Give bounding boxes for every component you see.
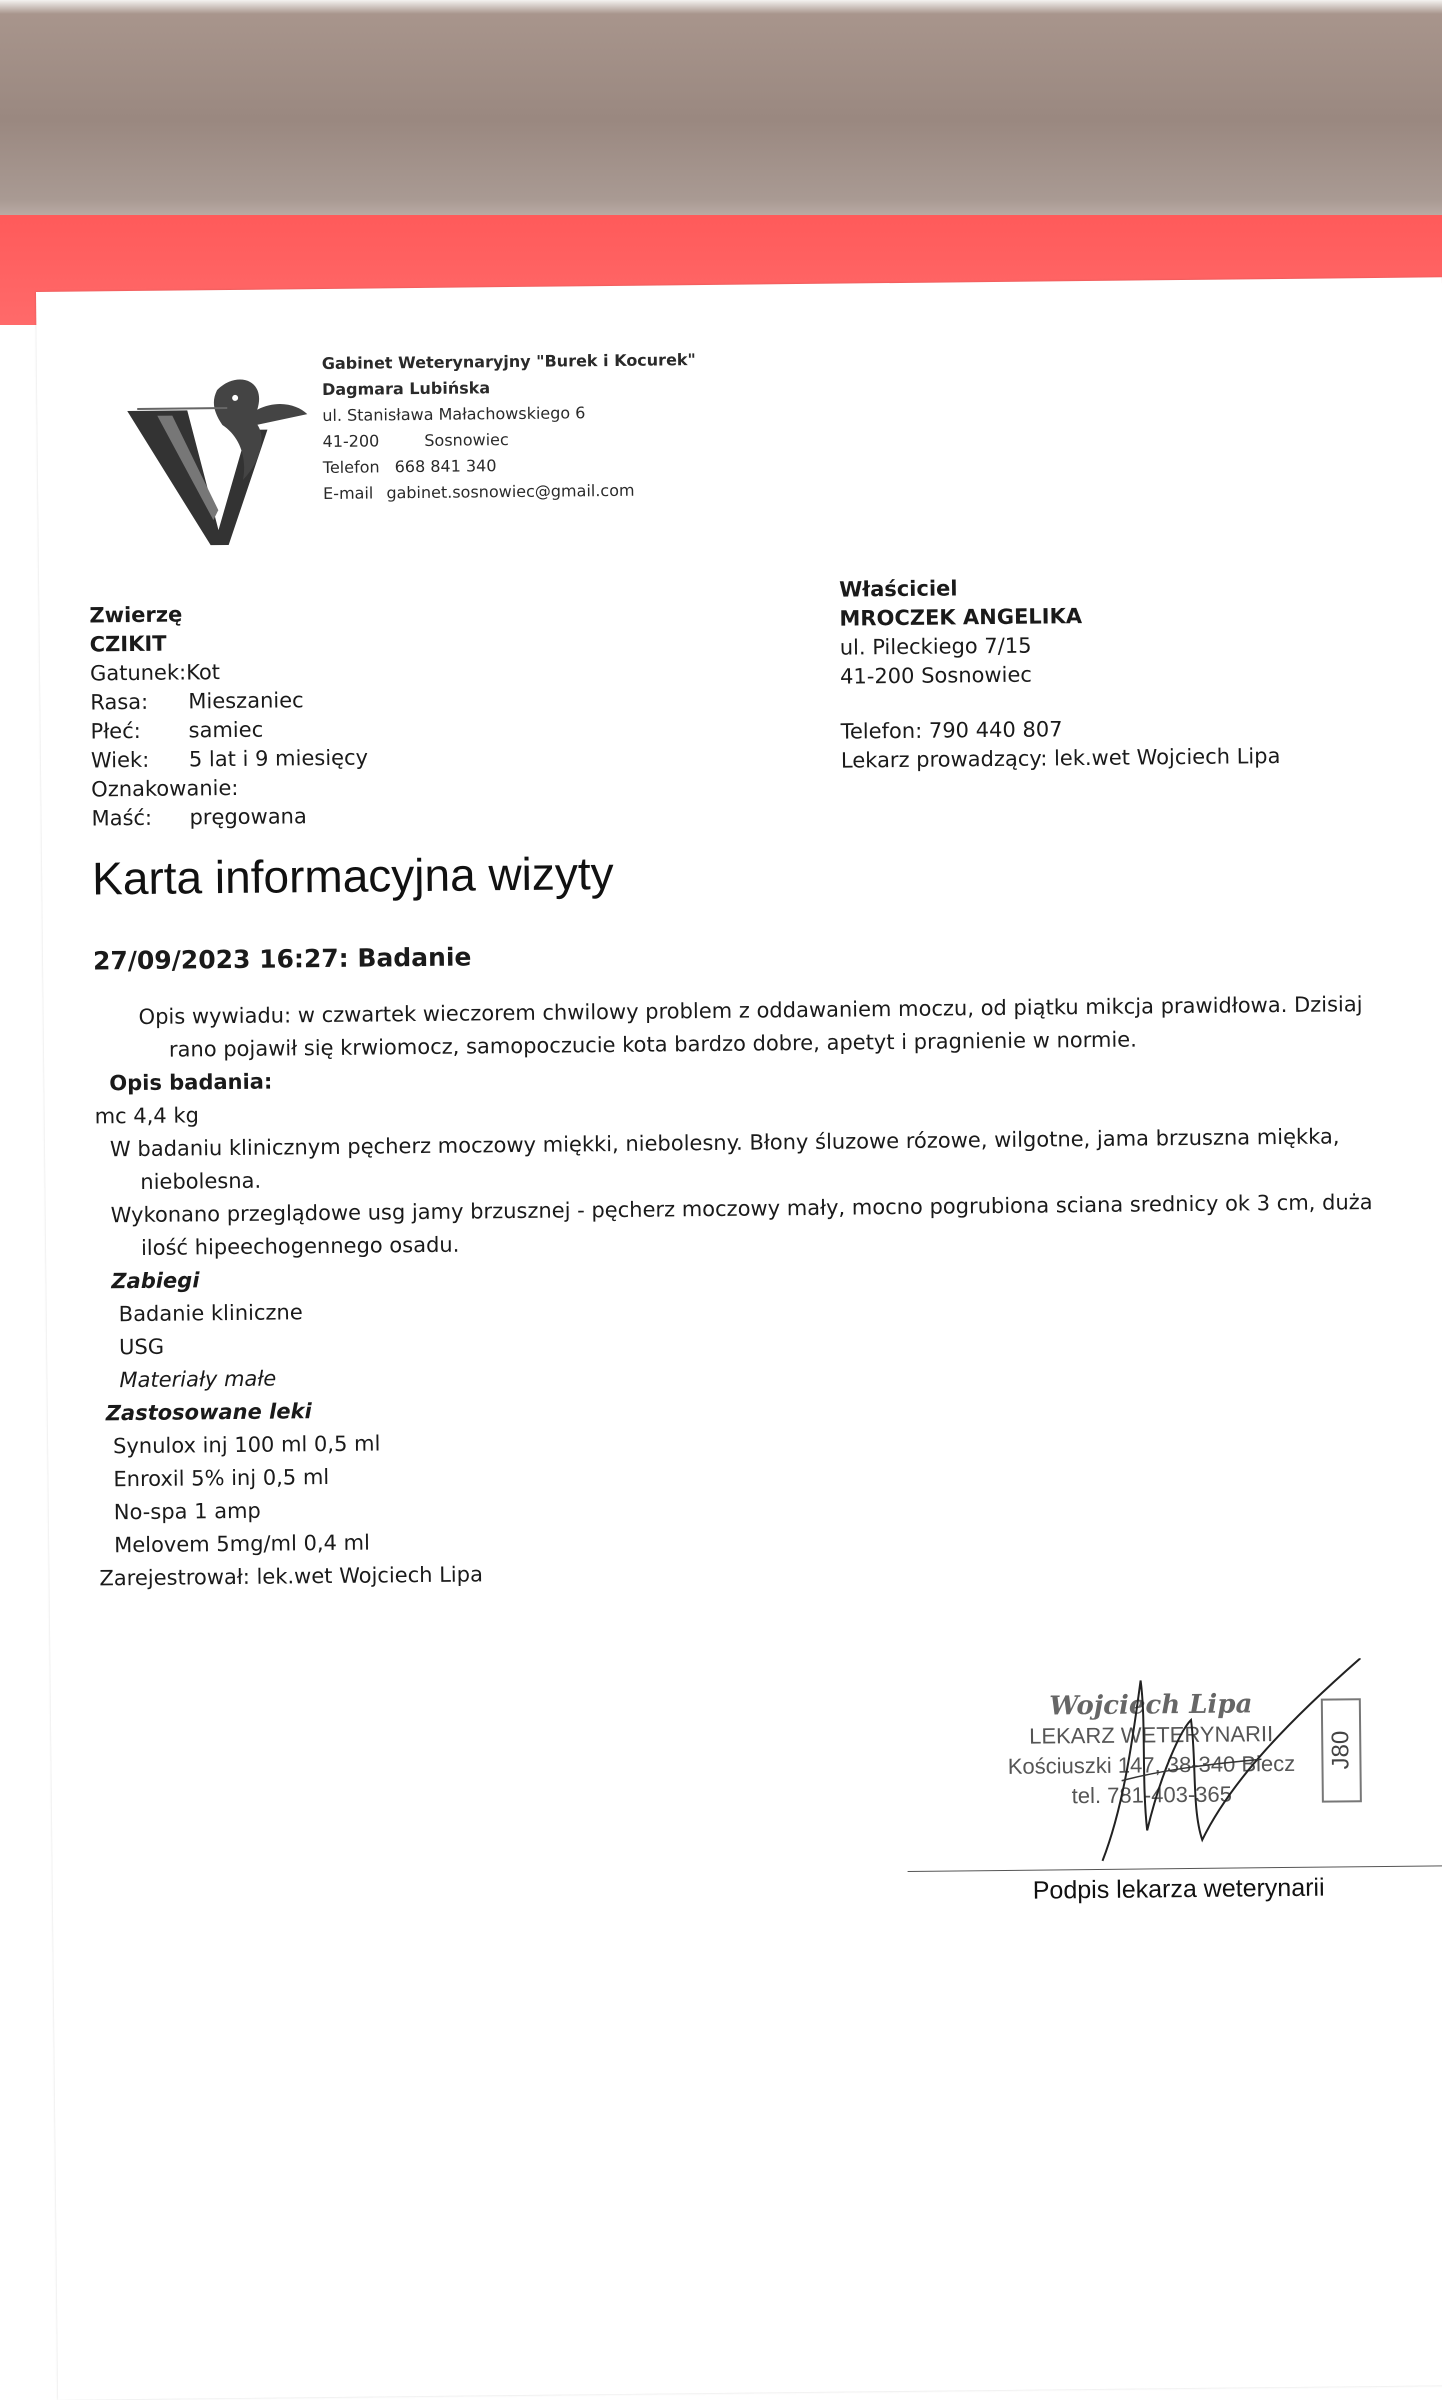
animal-age-label: Wiek: <box>90 747 150 773</box>
animal-age: 5 lat i 9 miesięcy <box>188 745 369 772</box>
clinic-name: Gabinet Weterynaryjny "Burek i Kocurek" <box>321 350 696 374</box>
clinic-email-row <box>323 477 697 507</box>
owner-phone-label: Telefon: <box>840 718 923 744</box>
owner-info <box>839 571 1281 776</box>
animal-sex: samiec <box>188 717 264 743</box>
drug-item: Synulox inj 100 ml 0,5 ml <box>112 1431 381 1459</box>
clinic-logo <box>117 369 319 551</box>
animal-species-label: Gatunek: <box>89 660 187 686</box>
stamp-phone: tel. 781-403-365 <box>1071 1781 1233 1809</box>
interview-text: Opis wywiadu: w czwartek wieczorem chwilowy problem z oddawaniem moczu, od piątku mikcja prawidłowa. Dzisiaj rano pojawił się krwiomocz, samopoczucie kota bardzo dobre, apetyt i pragnienie w normie. <box>138 992 1363 1062</box>
procedure-item: USG <box>118 1334 165 1360</box>
clinic-phone: 668 841 340 <box>394 456 497 477</box>
exam-weight: mc 4,4 kg <box>94 1103 200 1129</box>
procedure-item: Badanie kliniczne <box>118 1300 303 1327</box>
clinic-email: gabinet.sosnowiec@gmail.com <box>386 480 635 503</box>
drug-item: No-spa 1 amp <box>113 1498 261 1525</box>
animal-breed-row <box>90 686 367 718</box>
animal-species: Kot <box>186 660 221 685</box>
animal-breed-label: Rasa: <box>90 689 149 715</box>
exam-header: Opis badania: <box>109 1069 273 1096</box>
clinic-phone-row <box>323 451 697 481</box>
procedures-header: Zabiegi <box>111 1268 200 1294</box>
animal-coat: pręgowana <box>189 804 307 830</box>
drugs-header: Zastosowane leki <box>105 1399 312 1426</box>
animal-sex-label: Płeć: <box>90 718 141 744</box>
stamp-name: Wojciech Lipa <box>1049 1689 1253 1722</box>
owner-city: 41-200 Sosnowiec <box>839 662 1032 689</box>
background-surface <box>0 0 1442 215</box>
clinic-phone-label: Telefon <box>322 457 380 478</box>
owner-doctor: lek.wet Wojciech Lipa <box>1053 743 1281 771</box>
handwritten-signature <box>1060 1658 1392 1881</box>
drug-item: Melovem 5mg/ml 0,4 ml <box>114 1530 371 1558</box>
clinic-owner: Dagmara Lubińska <box>321 378 491 400</box>
drug-item: Enroxil 5% inj 0,5 ml <box>113 1464 330 1492</box>
clinic-city-row <box>322 425 696 455</box>
clinic-email-label: E-mail <box>323 483 374 504</box>
animal-info <box>89 599 368 834</box>
animal-coat-label: Maść: <box>91 805 153 831</box>
owner-phone-row <box>841 713 1281 747</box>
animal-marking-row <box>91 773 368 805</box>
document-page <box>36 277 1442 2400</box>
visit-body <box>93 988 1419 1596</box>
animal-marking-label: Oznakowanie: <box>91 775 239 802</box>
stamp-title: LEKARZ WETERYNARII <box>1028 1721 1274 1749</box>
clinic-city: Sosnowiec <box>424 430 509 450</box>
animal-name: CZIKIT <box>89 631 167 657</box>
signature-caption: Podpis lekarza weterynarii <box>1032 1873 1325 1905</box>
clinic-info <box>322 347 698 507</box>
clinic-street: ul. Stanisława Małachowskiego 6 <box>322 403 586 426</box>
owner-name: MROCZEK ANGELIKA <box>839 604 1083 631</box>
owner-doctor-label: Lekarz prowadzący: <box>840 746 1048 773</box>
exam-paragraph-1: W badaniu klinicznym pęcherz moczowy miękki, niebolesny. Błony śluzowe rózowe, wilgotne, jama brzuszna miękka, niebolesna. <box>109 1124 1340 1194</box>
stamp-address: Kościuszki 147, 38-340 Biecz <box>1007 1750 1296 1779</box>
visit-heading: 27/09/2023 16:27: Badanie <box>92 942 472 976</box>
owner-header: Właściciel <box>839 576 958 602</box>
owner-doctor-row <box>841 742 1281 776</box>
stamp-code: J80 <box>1321 1698 1362 1802</box>
animal-coat-row <box>91 802 368 834</box>
owner-street: ul. Pileckiego 7/15 <box>839 633 1032 660</box>
registered-by: Zarejestrował: lek.wet Wojciech Lipa <box>99 1562 484 1591</box>
document-title: Karta informacyjna wizyty <box>91 846 614 905</box>
animal-sex-row <box>90 715 367 747</box>
animal-header: Zwierzę <box>89 602 183 628</box>
animal-breed: Mieszaniec <box>188 688 304 714</box>
animal-age-row <box>91 744 368 776</box>
animal-species-row <box>90 657 367 689</box>
exam-paragraph-2: Wykonano przeglądowe usg jamy brzusznej - pęcherz moczowy mały, mocno pogrubiona sciana srednicy ok 3 cm, duża ilość hipeechogennego osadu. <box>110 1190 1373 1260</box>
clinic-postal: 41-200 <box>322 431 380 452</box>
procedure-item: Materiały małe <box>119 1366 277 1393</box>
owner-phone: 790 440 807 <box>928 717 1063 743</box>
